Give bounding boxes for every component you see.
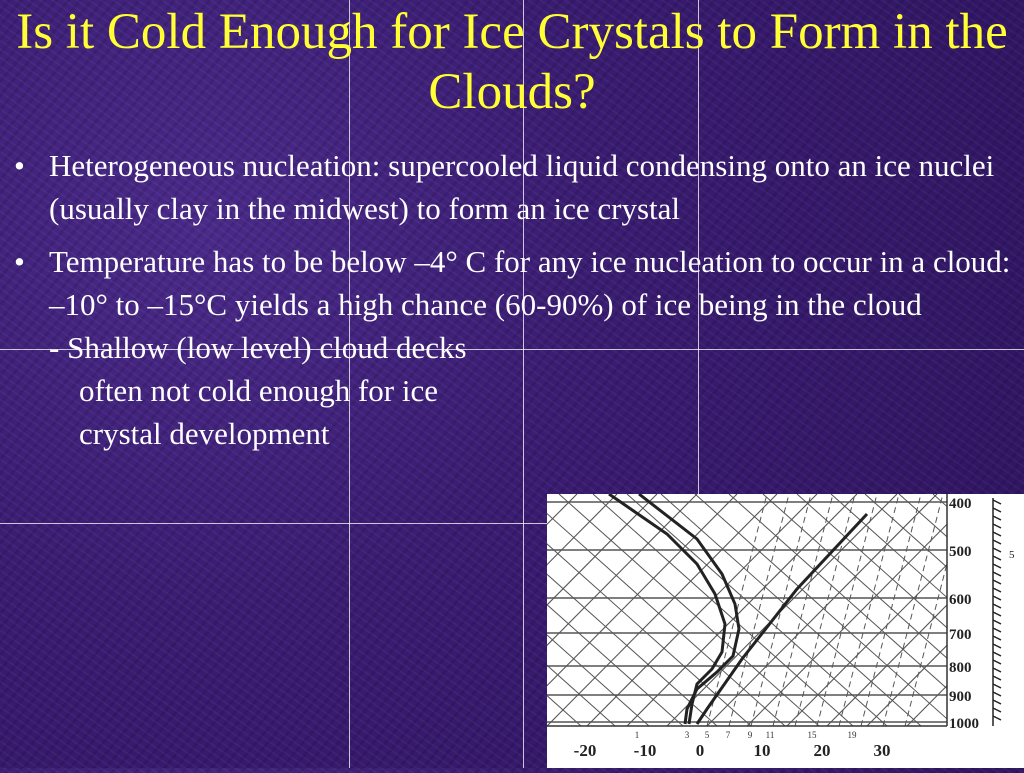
temperature-tick-label: -10 <box>633 741 657 760</box>
crystal-line: crystal development <box>79 416 330 451</box>
temperature-tick-label: 20 <box>813 741 831 760</box>
mixing-ratio-label: 1 <box>634 730 640 740</box>
temperature-tick-label: 0 <box>695 741 705 760</box>
mixing-ratio-label: 19 <box>847 730 857 740</box>
mixing-ratio-label: 3 <box>684 730 690 740</box>
pressure-label: 900 <box>949 689 972 705</box>
bullet-temperature <box>14 240 1014 283</box>
side-label: 5 <box>1009 549 1015 561</box>
shallow-line: - Shallow (low level) cloud decks <box>49 330 467 365</box>
pressure-label: 700 <box>949 627 972 643</box>
pressure-label: 800 <box>949 660 972 676</box>
pressure-label: 400 <box>949 496 972 512</box>
skew-t-sounding-image <box>547 494 1024 768</box>
chance-line: –10° to –15°C yields a high chance (60-90%) of ice being in the cloud <box>49 287 922 322</box>
mixing-ratio-label: 15 <box>807 730 817 740</box>
sounding-diagram <box>547 494 1024 768</box>
not-cold-line: often not cold enough for ice <box>79 373 438 408</box>
slide-title: Is it Cold Enough for Ice Crystals to Form in the Clouds? <box>16 4 1008 120</box>
mixing-ratio-label: 11 <box>765 730 775 740</box>
grid-line <box>0 523 548 524</box>
slide-body <box>14 144 1014 455</box>
temperature-tick-label: 10 <box>753 741 771 760</box>
bullet-heterogeneous <box>14 144 1014 230</box>
mixing-ratio-label: 5 <box>704 730 710 740</box>
pressure-label: 1000 <box>949 716 979 732</box>
temperature-tick-label: 30 <box>873 741 891 760</box>
pressure-label: 500 <box>949 544 972 560</box>
temperature-tick-label: -20 <box>573 741 597 760</box>
bullet-dot: • <box>14 148 25 183</box>
mixing-ratio-label: 9 <box>747 730 753 740</box>
pressure-label: 600 <box>949 592 972 608</box>
bullet-text: Heterogeneous nucleation: supercooled liquid condensing onto an ice nuclei (usually clay in the midwest) to form an ice crystal <box>49 148 995 226</box>
bullet-text: Temperature has to be below –4° C for any ice nucleation to occur in a cloud: <box>49 244 1011 279</box>
mixing-ratio-label: 7 <box>725 730 731 740</box>
bullet-dot: • <box>14 244 25 279</box>
